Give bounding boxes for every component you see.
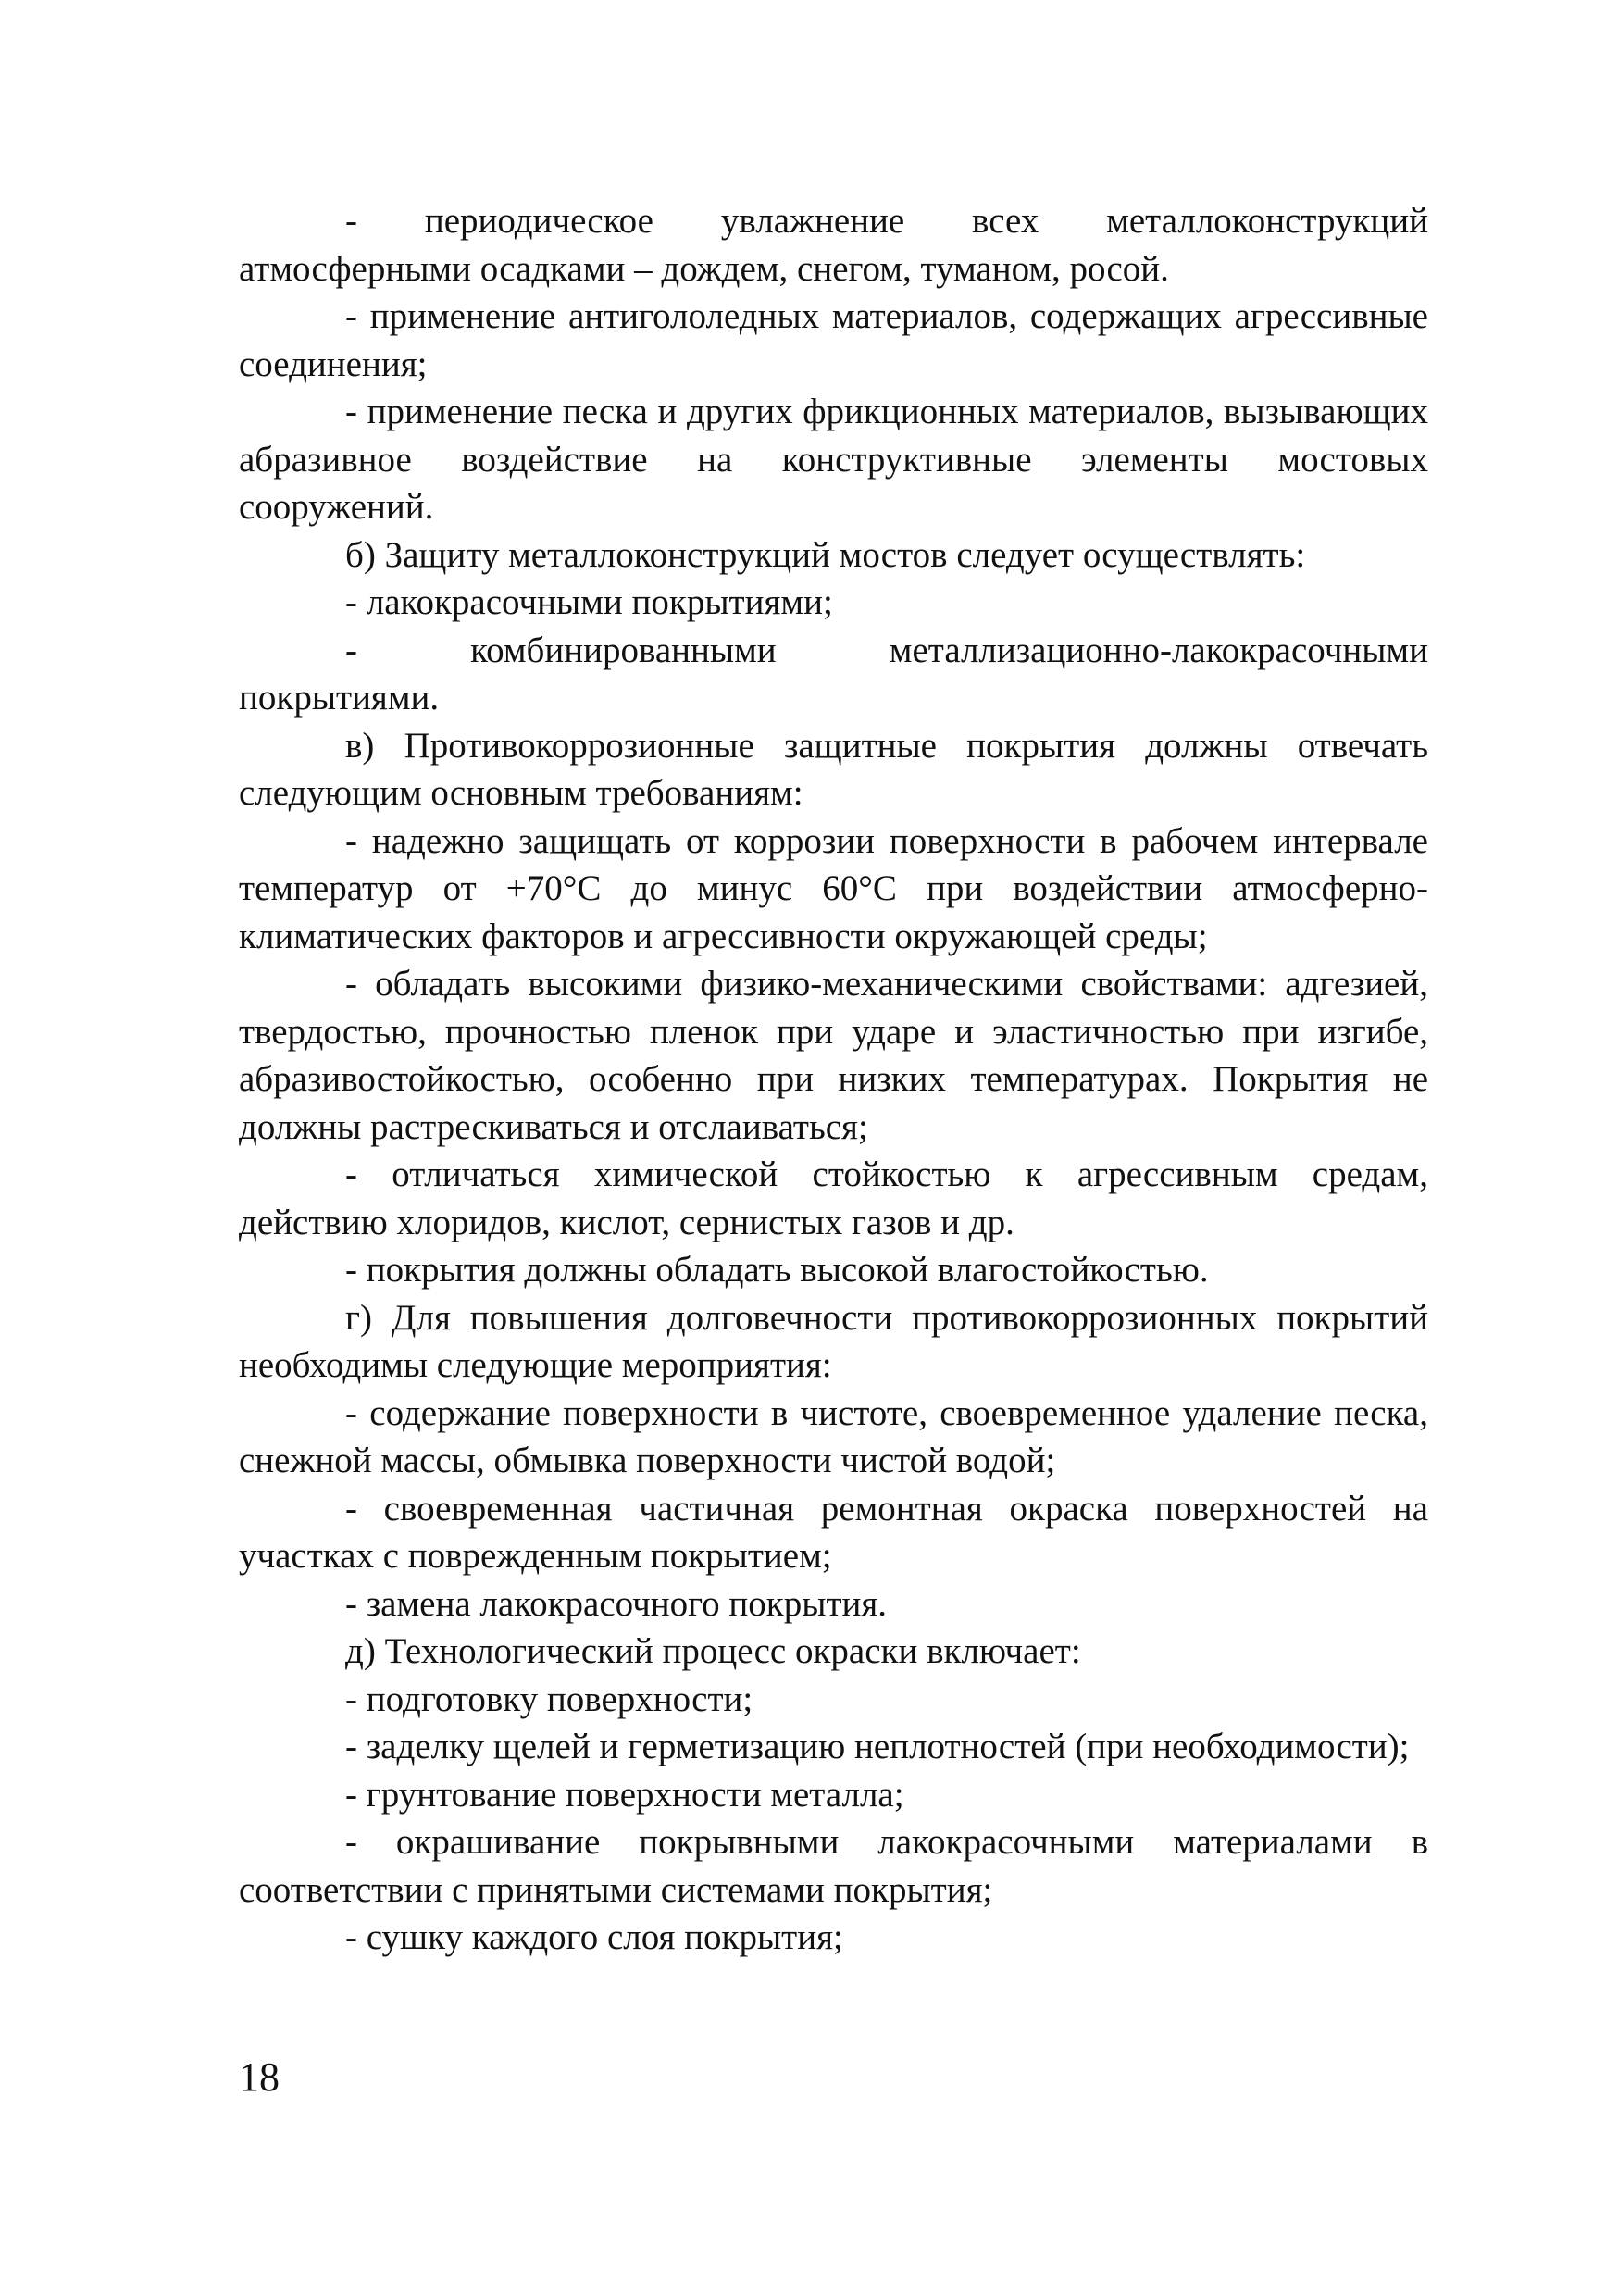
paragraph-sand-friction-materials: - применение песка и других фрикционных материалов, вызывающих абразивное воздействие на конструктивные элементы мостовых сооружений. xyxy=(239,392,1428,527)
paragraph-priming: - грунтование поверхности металла; xyxy=(345,1774,904,1815)
paragraph-coating-replacement: - замена лакокрасочного покрытия. xyxy=(345,1583,888,1624)
paragraph-corrosion-protection: - надежно защищать от коррозии поверхности в рабочем интервале температур от +70°С до минус 60°С при воздействии атмосферно-климатических факторов и агрессивности окружающей среды; xyxy=(239,820,1428,956)
paragraph-drying: - сушку каждого слоя покрытия; xyxy=(345,1917,843,1957)
paragraph-durability-heading: г) Для повышения долговечности противокоррозионных покрытий необходимы следующие мероприятия: xyxy=(239,1297,1428,1385)
paragraph-mechanical-properties: - обладать высокими физико-механическими свойствами: адгезией, твердостью, прочностью пленок при ударе и эластичностью при изгибе, абразивостойкостью, особенно при низких температурах. Покрытия не должны растрескиваться и отслаиваться; xyxy=(239,964,1428,1147)
paragraph-requirements-heading: в) Противокоррозионные защитные покрытия должны отвечать следующим основным требованиям: xyxy=(239,725,1428,813)
paragraph-repair-painting: - своевременная частичная ремонтная окраска поверхностей на участках с поврежденным покрытием; xyxy=(239,1488,1428,1576)
page-body xyxy=(239,197,1428,1962)
paragraph-surface-cleaning: - содержание поверхности в чистоте, своевременное удаление песка, снежной массы, обмывка поверхности чистой водой; xyxy=(239,1392,1428,1480)
paragraph-surface-preparation: - подготовку поверхности; xyxy=(345,1678,753,1719)
paragraph-protection-heading: б) Защиту металлоконструкций мостов следует осуществлять: xyxy=(345,534,1306,575)
paragraph-paint-coatings: - лакокрасочными покрытиями; xyxy=(345,582,833,622)
page-number: 18 xyxy=(239,2054,280,2100)
paragraph-process-heading: д) Технологический процесс окраски включает: xyxy=(345,1631,1081,1671)
paragraph-sealing: - заделку щелей и герметизацию неплотностей (при необходимости); xyxy=(345,1727,1410,1766)
paragraph-top-coating: - окрашивание покрывными лакокрасочными материалами в соответствии с принятыми системами покрытия; xyxy=(239,1822,1428,1910)
paragraph-combined-coatings: - комбинированными металлизационно-лакокрасочными покрытиями. xyxy=(239,630,1428,718)
paragraph-moisture-resistance: - покрытия должны обладать высокой влагостойкостью. xyxy=(345,1250,1209,1290)
paragraph-periodic-wetting: - периодическое увлажнение всех металлоконструкций атмосферными осадками – дождем, снегом, туманом, росой. xyxy=(239,201,1428,289)
paragraph-chemical-resistance: - отличаться химической стойкостью к агрессивным средам, действию хлоридов, кислот, сернистых газов и др. xyxy=(239,1154,1428,1242)
paragraph-anti-icing-materials: - применение антигололедных материалов, содержащих агрессивные соединения; xyxy=(239,296,1428,384)
